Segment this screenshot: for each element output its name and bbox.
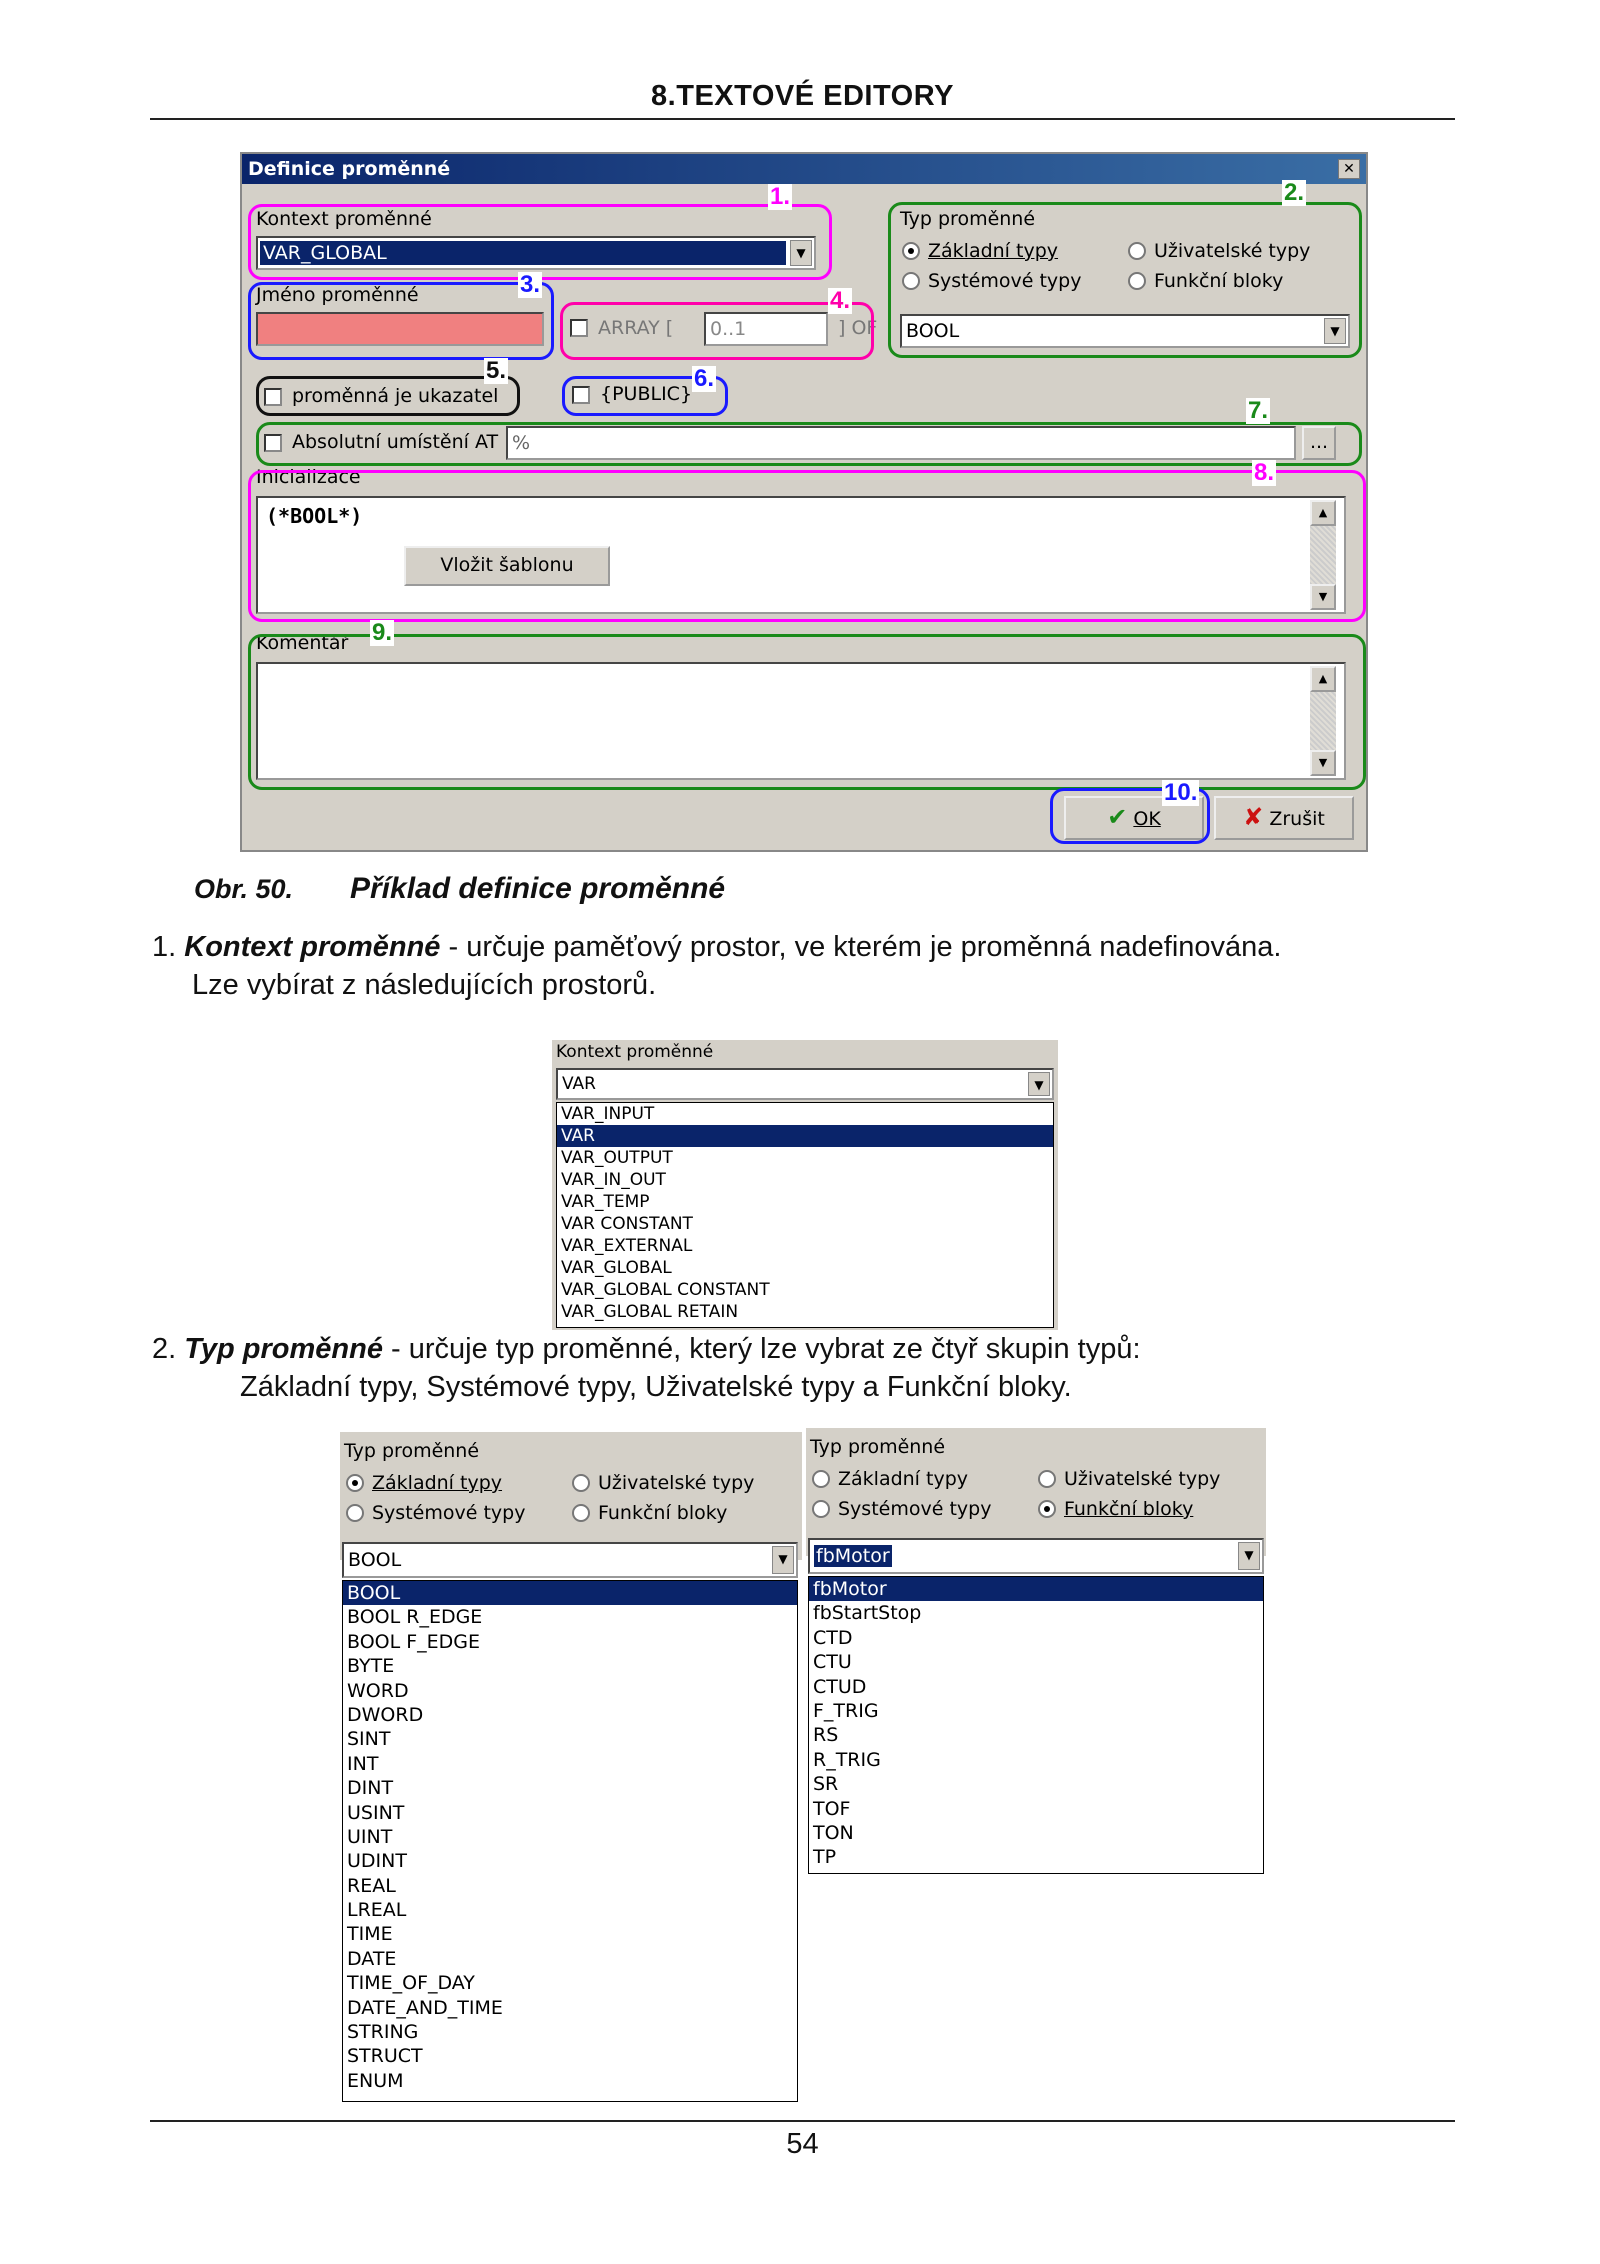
list-item[interactable]: DATE — [347, 1947, 397, 1970]
highlight-init — [248, 470, 1366, 622]
type-left-list[interactable] — [342, 1580, 798, 2102]
list-item[interactable]: WORD — [347, 1679, 409, 1702]
list-item[interactable]: LREAL — [347, 1899, 407, 1922]
figure-caption: Příklad definice proměnné — [350, 872, 726, 905]
list-item[interactable]: CTUD — [813, 1675, 867, 1698]
highlight-type — [888, 202, 1362, 358]
list-item[interactable]: RS — [813, 1724, 839, 1747]
radio-user-types[interactable] — [572, 1474, 590, 1492]
list-item[interactable]: DWORD — [347, 1703, 424, 1726]
callout-4: 4. — [830, 287, 851, 314]
type-label: Typ proměnné — [900, 208, 1036, 230]
cross-icon: ✘ — [1243, 803, 1264, 831]
callout-8: 8. — [1254, 459, 1275, 486]
list-item[interactable]: TIME_OF_DAY — [347, 1972, 475, 1995]
callout-6: 6. — [694, 365, 715, 392]
type-right-list[interactable] — [808, 1576, 1264, 1874]
item1-number: 1. — [152, 931, 177, 963]
radio-basic-label: Základní typy — [928, 240, 1059, 262]
list-item[interactable]: UINT — [347, 1825, 393, 1848]
radio-user-label: Uživatelské typy — [598, 1472, 755, 1494]
scroll-down-icon[interactable]: ▼ — [1310, 584, 1336, 610]
callout-3: 3. — [520, 271, 541, 298]
list-item[interactable]: ENUM — [347, 2069, 404, 2092]
list-item[interactable]: BOOL F_EDGE — [347, 1630, 481, 1653]
page-header: 8.TEXTOVÉ EDITORY — [651, 80, 954, 112]
radio-system-label: Systémové typy — [928, 270, 1082, 292]
type-left-combo[interactable] — [342, 1542, 798, 1578]
list-item[interactable]: TP — [813, 1846, 837, 1869]
radio-fb-label: Funkční bloky — [1064, 1498, 1194, 1520]
list-item[interactable]: VAR_GLOBAL RETAIN — [561, 1302, 739, 1322]
absolute-value: % — [512, 432, 531, 454]
type-combo-value: BOOL — [906, 320, 960, 342]
type-left-label: Typ proměnné — [344, 1440, 480, 1462]
item2-number: 2. — [152, 1333, 177, 1365]
list-item[interactable]: VAR_EXTERNAL — [561, 1236, 693, 1256]
radio-system-types[interactable] — [346, 1504, 364, 1522]
comment-label: Komentář — [256, 632, 349, 654]
callout-2: 2. — [1284, 179, 1305, 206]
radio-system-label: Systémové typy — [372, 1502, 526, 1524]
page-number: 54 — [786, 2128, 819, 2160]
list-item[interactable]: CTD — [813, 1626, 853, 1649]
radio-user-label: Uživatelské typy — [1154, 240, 1311, 262]
list-item[interactable]: DATE_AND_TIME — [347, 1996, 503, 2019]
highlight-array — [560, 302, 874, 360]
chevron-down-icon[interactable]: ▼ — [1238, 1542, 1260, 1570]
list-item[interactable]: VAR CONSTANT — [561, 1214, 693, 1234]
ok-label: OK — [1133, 808, 1161, 830]
list-item[interactable]: VAR_IN_OUT — [561, 1170, 666, 1190]
type-right-label: Typ proměnné — [810, 1436, 946, 1458]
radio-basic-types[interactable] — [812, 1470, 830, 1488]
type-left-value: BOOL — [348, 1549, 402, 1571]
list-item[interactable]: SINT — [347, 1728, 391, 1751]
list-item[interactable]: BYTE — [347, 1655, 395, 1678]
list-item[interactable]: VAR_GLOBAL — [561, 1258, 672, 1278]
footer-rule — [150, 2120, 1455, 2122]
chevron-down-icon[interactable]: ▼ — [772, 1546, 794, 1574]
context-dropdown-label: Kontext proměnné — [556, 1042, 714, 1062]
array-of-label: ] OF — [838, 317, 878, 339]
dialog-title: Definice proměnné — [248, 158, 451, 180]
list-item[interactable]: TON — [813, 1821, 854, 1844]
radio-basic-types[interactable] — [346, 1474, 364, 1492]
highlight-comment — [248, 634, 1366, 790]
type-right-figure — [806, 1428, 1266, 1556]
absolute-browse-button[interactable]: ... — [1302, 426, 1336, 460]
callout-9: 9. — [372, 619, 393, 646]
dialog-titlebar — [242, 154, 1366, 184]
public-label: {PUBLIC} — [600, 383, 693, 405]
radio-function-blocks[interactable] — [1038, 1500, 1056, 1518]
radio-system-label: Systémové typy — [838, 1498, 992, 1520]
callout-10: 10. — [1164, 779, 1198, 806]
item1-text2: Lze vybírat z následujících prostorů. — [192, 969, 657, 1001]
context-dropdown-figure — [552, 1040, 1058, 1330]
callout-7: 7. — [1248, 397, 1269, 424]
type-right-value: fbMotor — [816, 1545, 890, 1567]
radio-function-blocks[interactable] — [572, 1504, 590, 1522]
list-item[interactable]: STRUCT — [347, 2045, 423, 2068]
figure-number: Obr. 50. — [194, 874, 294, 904]
context-label: Kontext proměnné — [256, 208, 432, 230]
list-item[interactable]: STRING — [347, 2021, 419, 2044]
context-dropdown-combo[interactable] — [556, 1068, 1054, 1100]
list-item[interactable]: BOOL — [343, 1581, 797, 1605]
list-item[interactable]: VAR — [557, 1125, 1053, 1147]
insert-template-button[interactable]: Vložit šablonu — [404, 546, 610, 586]
list-item[interactable]: INT — [347, 1752, 379, 1775]
pointer-label: proměnná je ukazatel — [292, 385, 499, 407]
list-item[interactable]: TOF — [813, 1797, 851, 1820]
scroll-up-icon[interactable]: ▲ — [1310, 500, 1336, 526]
absolute-label: Absolutní umístění AT — [292, 431, 499, 453]
item1-paragraph — [152, 928, 1452, 966]
array-label: ARRAY [ — [598, 317, 674, 339]
name-label: Jméno proměnné — [256, 284, 419, 306]
list-item[interactable]: VAR_TEMP — [561, 1192, 650, 1212]
variable-definition-dialog — [240, 152, 1368, 852]
context-dropdown-value: VAR — [562, 1074, 596, 1094]
list-item[interactable]: TIME — [347, 1923, 393, 1946]
list-item[interactable]: VAR_OUTPUT — [561, 1148, 673, 1168]
list-item[interactable]: fbStartStop — [813, 1602, 922, 1625]
list-item[interactable]: DINT — [347, 1777, 394, 1800]
close-icon[interactable]: ✕ — [1338, 159, 1360, 179]
header-rule — [150, 118, 1455, 120]
list-item[interactable]: F_TRIG — [813, 1699, 879, 1722]
chevron-down-icon[interactable]: ▼ — [1028, 1072, 1050, 1096]
context-combo-value: VAR_GLOBAL — [260, 241, 786, 265]
radio-user-types[interactable] — [1038, 1470, 1056, 1488]
radio-basic-label: Základní typy — [838, 1468, 969, 1490]
radio-basic-label: Základní typy — [372, 1472, 503, 1494]
highlight-name — [248, 282, 554, 360]
scroll-down-icon[interactable]: ▼ — [1310, 750, 1336, 776]
init-value: (*BOOL*) — [266, 504, 363, 528]
radio-user-label: Uživatelské typy — [1064, 1468, 1221, 1490]
radio-fb-label: Funkční bloky — [1154, 270, 1284, 292]
item1-text: - určuje paměťový prostor, ve kterém je proměnná nadefinována. — [440, 931, 1282, 963]
radio-fb-label: Funkční bloky — [598, 1502, 728, 1524]
radio-system-types[interactable] — [812, 1500, 830, 1518]
item2-text2: Základní typy, Systémové typy, Uživatelské typy a Funkční bloky. — [240, 1371, 1072, 1403]
item2-term: Typ proměnné — [184, 1333, 383, 1365]
highlight-absolute — [256, 422, 1362, 466]
init-label: Inicializace — [256, 466, 361, 488]
highlight-context — [248, 204, 832, 280]
check-icon: ✔ — [1107, 803, 1128, 831]
list-item[interactable]: R_TRIG — [813, 1748, 881, 1771]
list-item[interactable]: fbMotor — [809, 1577, 1263, 1601]
list-item[interactable]: VAR_GLOBAL CONSTANT — [561, 1280, 770, 1300]
item2-text: - určuje typ proměnné, který lze vybrat ze čtyř skupin typů: — [382, 1333, 1141, 1365]
list-item[interactable]: BOOL R_EDGE — [347, 1606, 483, 1629]
callout-1: 1. — [770, 183, 791, 210]
cancel-button[interactable] — [1214, 796, 1354, 840]
chevron-down-icon[interactable]: ▼ — [1324, 318, 1346, 344]
array-range-value: 0..1 — [710, 318, 747, 340]
type-right-combo[interactable] — [808, 1538, 1264, 1574]
scroll-up-icon[interactable]: ▲ — [1310, 666, 1336, 692]
list-item[interactable]: REAL — [347, 1874, 396, 1897]
context-dropdown-list[interactable] — [556, 1102, 1054, 1328]
list-item[interactable]: USINT — [347, 1801, 405, 1824]
item2-paragraph — [152, 1330, 1452, 1368]
callout-5: 5. — [486, 357, 507, 384]
chevron-down-icon[interactable]: ▼ — [790, 240, 812, 266]
list-item[interactable]: SR — [813, 1773, 839, 1796]
list-item[interactable]: UDINT — [347, 1850, 407, 1873]
item1-term: Kontext proměnné — [184, 931, 441, 963]
list-item[interactable]: VAR_INPUT — [561, 1104, 655, 1124]
type-left-figure — [340, 1432, 802, 1560]
highlight-pointer — [256, 376, 520, 416]
list-item[interactable]: CTU — [813, 1651, 852, 1674]
cancel-label: Zrušit — [1269, 808, 1325, 830]
